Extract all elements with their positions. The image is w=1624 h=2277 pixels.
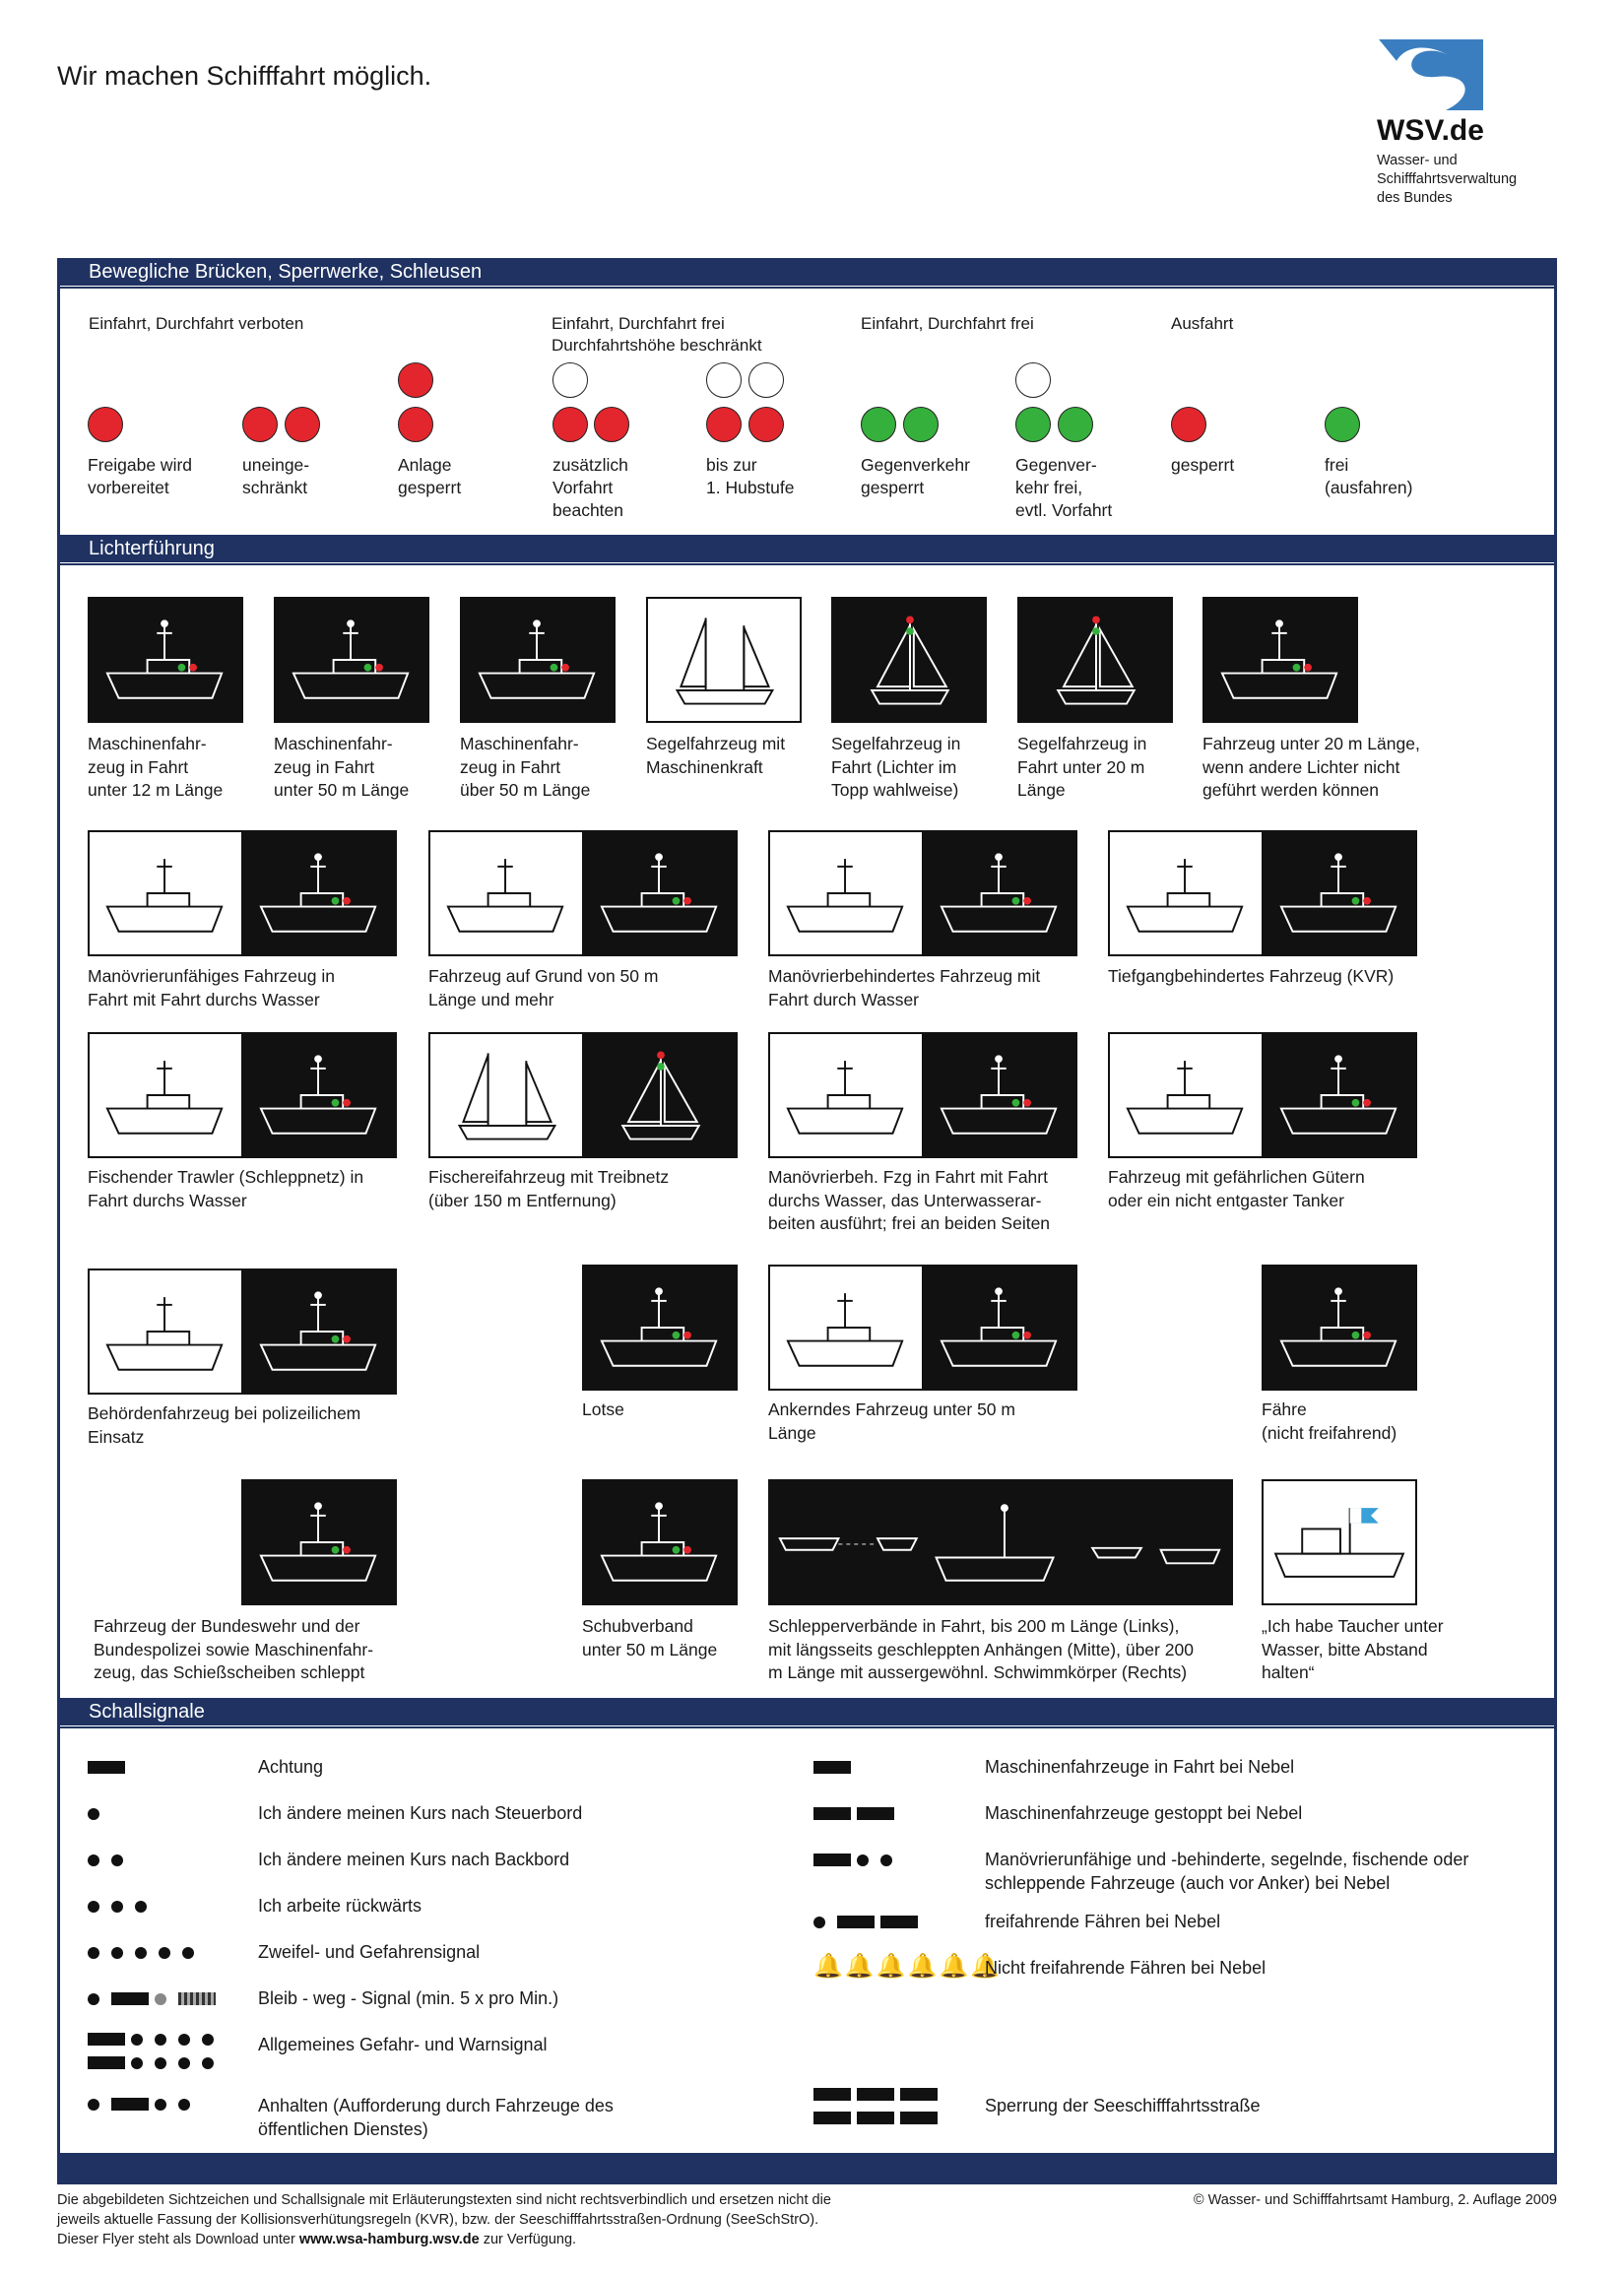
white-light	[748, 362, 784, 398]
red-light	[398, 362, 433, 398]
signal-text: Anhalten (Aufforderung durch Fahrzeuge des öffentlichen Dienstes)	[258, 2096, 614, 2139]
caption: Fischereifahrzeug mit Treibnetz (über 150 m Entfernung)	[428, 1167, 670, 1210]
caption: Behördenfahrzeug bei polizeilichem Einsatz	[88, 1403, 361, 1447]
caption: Fahrzeug der Bundeswehr und der Bundespolizei sowie Maschinenfahr- zeug, das Schießscheiben schleppt	[94, 1616, 374, 1682]
signal-symbol	[88, 1852, 135, 1869]
signal-symbol	[88, 1990, 222, 2008]
ship-tile-night	[582, 830, 738, 956]
signal-symbol	[813, 1759, 857, 1777]
caption: Schlepperverbände in Fahrt, bis 200 m Länge (Links), mit längsseits geschleppten Anhängen (Mitte), über 200 m Länge mit aussergewöhnl. Schwimmkörper (Rechts)	[768, 1616, 1194, 1682]
tow-tile-night	[768, 1479, 1233, 1605]
green-light	[1058, 407, 1093, 442]
white-light	[1015, 362, 1051, 398]
signal-label: uneinge- schränkt	[242, 455, 310, 497]
ship-tile-night	[922, 1265, 1077, 1391]
signal-text: Manövrierunfähige und -behinderte, segelnde, fischende oder schleppende Fahrzeuge (auch vor Anker) bei Nebel	[985, 1850, 1469, 1893]
caption: Maschinenfahr- zeug in Fahrt unter 50 m Länge	[274, 734, 410, 800]
signal-text: Ich arbeite rückwärts	[258, 1896, 422, 1916]
signal-symbol	[813, 1805, 900, 1823]
wsv-logo	[1377, 37, 1564, 208]
ship-tile-night	[582, 1265, 738, 1391]
section-bruecken: Bewegliche Brücken, Sperrwerke, Schleusen	[57, 258, 1557, 286]
signal-text: Zweifel- und Gefahrensignal	[258, 1942, 481, 1962]
signal-symbol	[88, 1898, 159, 1916]
bell-icons: 🔔🔔🔔🔔🔔🔔	[813, 1953, 1003, 1980]
caption: Schubverband unter 50 m Länge	[582, 1616, 718, 1659]
section-schall: Schallsignale	[57, 1698, 1557, 1725]
signal-text: Maschinenfahrzeuge gestoppt bei Nebel	[985, 1803, 1303, 1823]
signal-label: frei (ausfahren)	[1325, 455, 1413, 497]
signal-label: Anlage gesperrt	[398, 455, 462, 497]
logo-subtitle: Wasser- und Schifffahrtsverwaltung des Bundes	[1377, 153, 1518, 206]
ship-tile-night	[922, 830, 1077, 956]
ship-tile-night	[1262, 1032, 1417, 1158]
red-light	[748, 407, 784, 442]
signal-symbol	[813, 1914, 924, 1931]
signal-symbol	[88, 1759, 131, 1777]
ship-tile-night	[922, 1032, 1077, 1158]
caption: „Ich habe Taucher unter Wasser, bitte Abstand halten“	[1262, 1616, 1444, 1682]
caption: Lotse	[582, 1399, 624, 1419]
red-light	[285, 407, 320, 442]
caption: Segelfahrzeug in Fahrt unter 20 m Länge	[1017, 734, 1147, 800]
section-lichter: Lichterführung	[57, 535, 1557, 562]
green-light	[903, 407, 939, 442]
ship-tile-day	[768, 1265, 924, 1391]
signal-label: zusätzlich Vorfahrt beachten	[552, 455, 628, 520]
ship-tile-night	[241, 830, 397, 956]
caption: Manövrierunfähiges Fahrzeug in Fahrt mit Fahrt durchs Wasser	[88, 966, 335, 1009]
red-light	[1171, 407, 1206, 442]
bottom-bar	[57, 2153, 1557, 2184]
caption: Fahrzeug auf Grund von 50 m Länge und mehr	[428, 966, 659, 1009]
caption: Fahrzeug mit gefährlichen Gütern oder ein nicht entgaster Tanker	[1108, 1167, 1365, 1210]
ship-tile-night	[88, 597, 243, 723]
ship-tile-night	[241, 1032, 397, 1158]
caption: Manövrierbeh. Fzg in Fahrt mit Fahrt durchs Wasser, das Unterwasserar- beiten ausführt; frei an beiden Seiten	[768, 1167, 1051, 1233]
signal-text: Nicht freifahrende Fähren bei Nebel	[985, 1958, 1267, 1978]
logo-name: WSV.de	[1377, 114, 1484, 147]
signal-label: Gegenverkehr gesperrt	[861, 455, 970, 497]
signal-label: gesperrt	[1171, 455, 1235, 475]
red-light	[706, 407, 742, 442]
signal-text: freifahrende Fähren bei Nebel	[985, 1912, 1221, 1931]
signal-symbol	[88, 1805, 111, 1823]
ship-tile-day	[768, 1032, 924, 1158]
ship-tile-day	[428, 830, 584, 956]
group-title: Einfahrt, Durchfahrt verboten	[89, 314, 304, 333]
ship-tile-day	[88, 1269, 243, 1395]
group-title: Einfahrt, Durchfahrt frei Durchfahrtshöhe beschränkt	[552, 314, 762, 355]
ship-tile-night	[582, 1479, 738, 1605]
ship-tile-day	[1108, 1032, 1264, 1158]
ship-tile-day	[428, 1032, 584, 1158]
caption: Fähre (nicht freifahrend)	[1262, 1399, 1397, 1443]
signal-text: Allgemeines Gefahr- und Warnsignal	[258, 2035, 548, 2054]
green-light	[861, 407, 896, 442]
group-title: Ausfahrt	[1171, 314, 1234, 333]
group-title: Einfahrt, Durchfahrt frei	[861, 314, 1034, 333]
wsv-wave-icon	[1377, 37, 1487, 112]
white-light	[552, 362, 588, 398]
signal-text: Achtung	[258, 1757, 324, 1777]
ship-tile-day	[768, 830, 924, 956]
red-light	[398, 407, 433, 442]
signal-symbol	[88, 1944, 206, 1962]
signal-text: Sperrung der Seeschifffahrtsstraße	[985, 2096, 1261, 2115]
caption: Manövrierbehindertes Fahrzeug mit Fahrt durch Wasser	[768, 966, 1041, 1009]
ship-tile-night	[1017, 597, 1173, 723]
signal-text: Maschinenfahrzeuge in Fahrt bei Nebel	[985, 1757, 1295, 1777]
ship-tile-night	[241, 1479, 397, 1605]
signal-text: Ich ändere meinen Kurs nach Backbord	[258, 1850, 570, 1869]
caption: Tiefgangbehindertes Fahrzeug (KVR)	[1108, 966, 1395, 986]
caption: Maschinenfahr- zeug in Fahrt unter 12 m Länge	[88, 734, 224, 800]
red-light	[242, 407, 278, 442]
ship-tile-night	[460, 597, 616, 723]
caption: Ankerndes Fahrzeug unter 50 m Länge	[768, 1399, 1015, 1443]
green-light	[1015, 407, 1051, 442]
signal-label: bis zur 1. Hubstufe	[706, 455, 795, 497]
signal-label: Gegenver- kehr frei, evtl. Vorfahrt	[1015, 455, 1113, 520]
ship-tile-night	[1262, 830, 1417, 956]
ship-tile-day	[88, 830, 243, 956]
ship-tile-night	[1202, 597, 1358, 723]
red-light	[552, 407, 588, 442]
signal-label: Freigabe wird vorbereitet	[88, 455, 193, 497]
ship-tile-day	[646, 597, 802, 723]
ship-tile-day	[1108, 830, 1264, 956]
signal-symbol	[88, 2096, 202, 2114]
disclaimer: Die abgebildeten Sichtzeichen und Schallsignale mit Erläuterungstexten sind nicht rechtsverbindlich und ersetzen nicht die jeweils aktuelle Fassung der Kollisionsverhütungsregeln (KVR), bzw. der Seeschifffahrtsstraßen-Ordnung (SeeSchStrO). Dieser Flyer steht als Download unter www.wsa-hamburg.wsv.de zur Verfügung.	[57, 2192, 831, 2247]
green-light	[1325, 407, 1360, 442]
signal-symbol	[88, 2031, 226, 2070]
slogan: Wir machen Schifffahrt möglich.	[57, 61, 432, 91]
caption: Maschinenfahr- zeug in Fahrt über 50 m Länge	[460, 734, 591, 800]
red-light	[594, 407, 629, 442]
copyright: © Wasser- und Schifffahrtsamt Hamburg, 2. Auflage 2009	[1193, 2192, 1557, 2208]
ship-tile-night	[831, 597, 987, 723]
diver-flag-tile	[1262, 1479, 1417, 1605]
signal-symbol	[813, 2086, 943, 2125]
signal-text: Bleib - weg - Signal (min. 5 x pro Min.)	[258, 1988, 559, 2008]
download-link[interactable]: www.wsa-hamburg.wsv.de	[298, 2232, 480, 2247]
caption: Segelfahrzeug mit Maschinenkraft	[646, 734, 786, 777]
white-light	[706, 362, 742, 398]
ship-tile-day	[88, 1032, 243, 1158]
ship-tile-night	[582, 1032, 738, 1158]
caption: Fischender Trawler (Schleppnetz) in Fahrt durchs Wasser	[88, 1167, 364, 1210]
caption: Fahrzeug unter 20 m Länge, wenn andere Lichter nicht geführt werden können	[1202, 734, 1420, 800]
signal-symbol	[813, 1852, 904, 1869]
signal-text: Ich ändere meinen Kurs nach Steuerbord	[258, 1803, 583, 1823]
ship-tile-night	[1262, 1265, 1417, 1391]
ship-tile-night	[241, 1269, 397, 1395]
caption: Segelfahrzeug in Fahrt (Lichter im Topp wahlweise)	[831, 734, 961, 800]
red-light	[88, 407, 123, 442]
ship-tile-night	[274, 597, 429, 723]
